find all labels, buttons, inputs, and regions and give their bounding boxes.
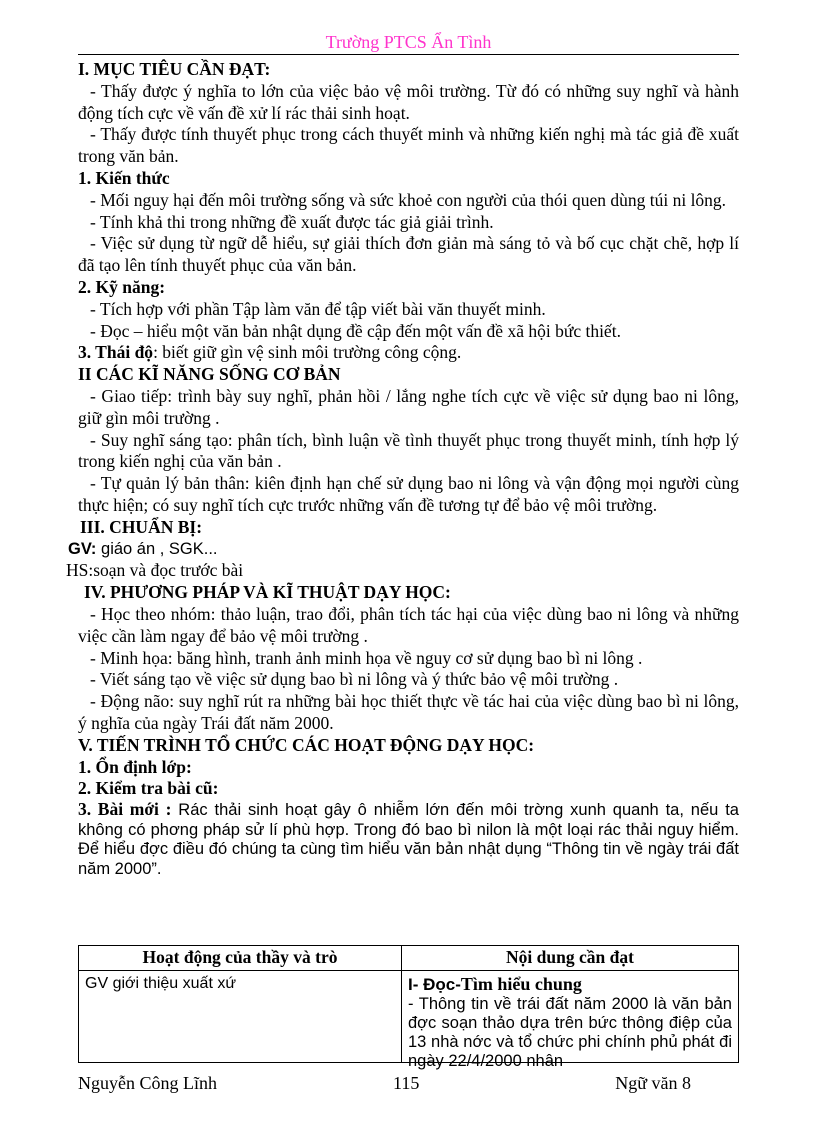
section-4-para-1: - Học theo nhóm: thảo luận, trao đổi, phân tích tác hại của việc dùng bao ni lông và những việc cần làm ngay để bảo vệ môi trường . xyxy=(78,603,739,646)
teacher-prep-text: giáo án , SGK... xyxy=(96,539,218,558)
section-2-para-1: - Giao tiếp: trình bày suy nghĩ, phản hồi / lắng nghe tích cực về việc sử dụng bao ni lông, giữ gìn môi trường . xyxy=(78,385,739,428)
section-1-title: I. MỤC TIÊU CẦN ĐẠT: xyxy=(78,59,271,79)
page-footer xyxy=(78,1073,739,1095)
section-2-para-2: - Suy nghĩ sáng tạo: phân tích, bình luận về tình thuyết phục trong thuyết minh, tính hợp lý trong kiến nghị của văn bản . xyxy=(78,429,739,472)
skills-para-1: - Tích hợp với phần Tập làm văn để tập viết bài văn thuyết minh. xyxy=(90,298,546,319)
knowledge-title: 1. Kiến thức xyxy=(78,167,170,188)
section-2-title: II CÁC KĨ NĂNG SỐNG CƠ BẢN xyxy=(78,364,341,385)
table-cell-activity-text: GV giới thiệu xuất xứ xyxy=(85,975,237,992)
attitude-line xyxy=(78,342,739,364)
table-cell-content xyxy=(402,971,739,1070)
content-table xyxy=(78,945,739,1070)
page-header: Trường PTCS Ẩn Tình xyxy=(325,32,492,52)
table-header-row xyxy=(79,946,739,971)
content-heading-part-b: Tìm hiểu chung xyxy=(460,974,582,994)
step-3-text: Rác thải sinh hoạt gây ô nhiễm lớn đến môi trờng xunh quanh ta, nếu ta không có phơng pháp sử lí phù hợp. Trong đó bao bì nilon là một loại rác thải nguy hiểm. Để hiểu đợc điều đó chúng ta cùng tìm hiểu văn bản nhật dụng “Thông tin về ngày trái đất năm 2000”. xyxy=(78,801,739,878)
teacher-prep-label: GV: xyxy=(68,539,97,558)
footer-author: Nguyễn Công Lĩnh xyxy=(78,1073,217,1093)
header-rule xyxy=(78,54,739,55)
knowledge-para-3: - Việc sử dụng từ ngữ dễ hiểu, sự giải thích đơn giản mà sáng tỏ và bố cục chặt chẽ, hợp lí đã tạo lên tính thuyết phục của văn bản. xyxy=(78,233,739,276)
table-cell-activity xyxy=(79,971,402,1063)
step-3-label: 3. Bài mới : xyxy=(78,799,172,820)
attitude-text: : biết giữ gìn vệ sinh môi trường công cộng. xyxy=(153,342,462,363)
table-cell-content-wrap xyxy=(408,974,732,1070)
step-2-title: 2. Kiểm tra bài cũ: xyxy=(78,778,219,799)
section-2-para-3: - Tự quản lý bản thân: kiên định hạn chế sử dụng bao ni lông và vận động mọi người cùng thực hiện; có suy nghĩ tích cực trước những vấn đề tương tự để bảo vệ môi trường. xyxy=(78,473,739,515)
skills-title: 2. Kỹ năng: xyxy=(78,276,166,297)
table-header-activities: Hoạt động của thầy và trò xyxy=(79,946,402,971)
page-content xyxy=(66,59,739,878)
section-4-para-4: - Động não: suy nghĩ rút ra những bài học thiết thực về tác hai của việc dùng bao bì ni lông, ý nghĩa của ngày Trái đất năm 2000. xyxy=(78,691,739,733)
footer-page-number: 115 xyxy=(393,1073,420,1093)
section-5-title: V. TIẾN TRÌNH TỔ CHỨC CÁC HOẠT ĐỘNG DẠY HỌC: xyxy=(78,734,535,755)
knowledge-para-2: - Tính khả thi trong những đề xuất được tác giả giải trình. xyxy=(90,211,494,232)
section-1-para-2: - Thấy được tính thuyết phục trong cách thuyết minh và những kiến nghị mà tác giả đề xuất trong văn bản. xyxy=(78,124,739,167)
table-row xyxy=(79,971,739,1063)
footer-subject: Ngữ văn 8 xyxy=(615,1073,691,1093)
step-3-paragraph xyxy=(78,800,739,878)
step-1-title: 1. Ổn định lớp: xyxy=(78,756,192,777)
section-3-title: III. CHUẨN BỊ: xyxy=(80,516,203,537)
skills-para-2: - Đọc – hiểu một văn bản nhật dụng đề cập đến một vấn đề xã hội bức thiết. xyxy=(90,320,621,341)
section-4-para-2: - Minh họa: băng hình, tranh ảnh minh họa về nguy cơ sử dụng bao bì ni lông . xyxy=(90,647,643,668)
section-4-para-3: - Viết sáng tạo về việc sử dụng bao bì ni lông và ý thức bảo vệ môi trường . xyxy=(90,669,619,690)
content-heading-part-a: I- Đọc- xyxy=(408,975,461,994)
content-body: - Thông tin về trái đất năm 2000 là văn bản đợc soạn thảo dựa trên bức thông điệp của 13 nhà nớc và tổ chức phi chính phủ phát đi ngày 22/4/2000 nhân xyxy=(408,995,732,1070)
attitude-label: 3. Thái độ xyxy=(78,342,154,363)
knowledge-para-1: - Mối nguy hại đến môi trường sống và sức khoẻ con người của thói quen dùng túi ni lông. xyxy=(90,189,727,210)
table-header-content: Nội dung cần đạt xyxy=(402,946,739,971)
content-heading xyxy=(408,974,732,995)
section-4-title: IV. PHƯƠNG PHÁP VÀ KĨ THUẬT DẠY HỌC: xyxy=(84,582,451,603)
teacher-prep-line xyxy=(68,539,739,561)
section-1-para-1: - Thấy được ý nghĩa to lớn của việc bảo vệ môi trường. Từ đó có những suy nghĩ và hành động tích cực về vấn đề xử lí rác thải sinh hoạt. xyxy=(78,80,739,123)
student-prep-line: HS:soạn và đọc trước bài xyxy=(66,560,244,581)
